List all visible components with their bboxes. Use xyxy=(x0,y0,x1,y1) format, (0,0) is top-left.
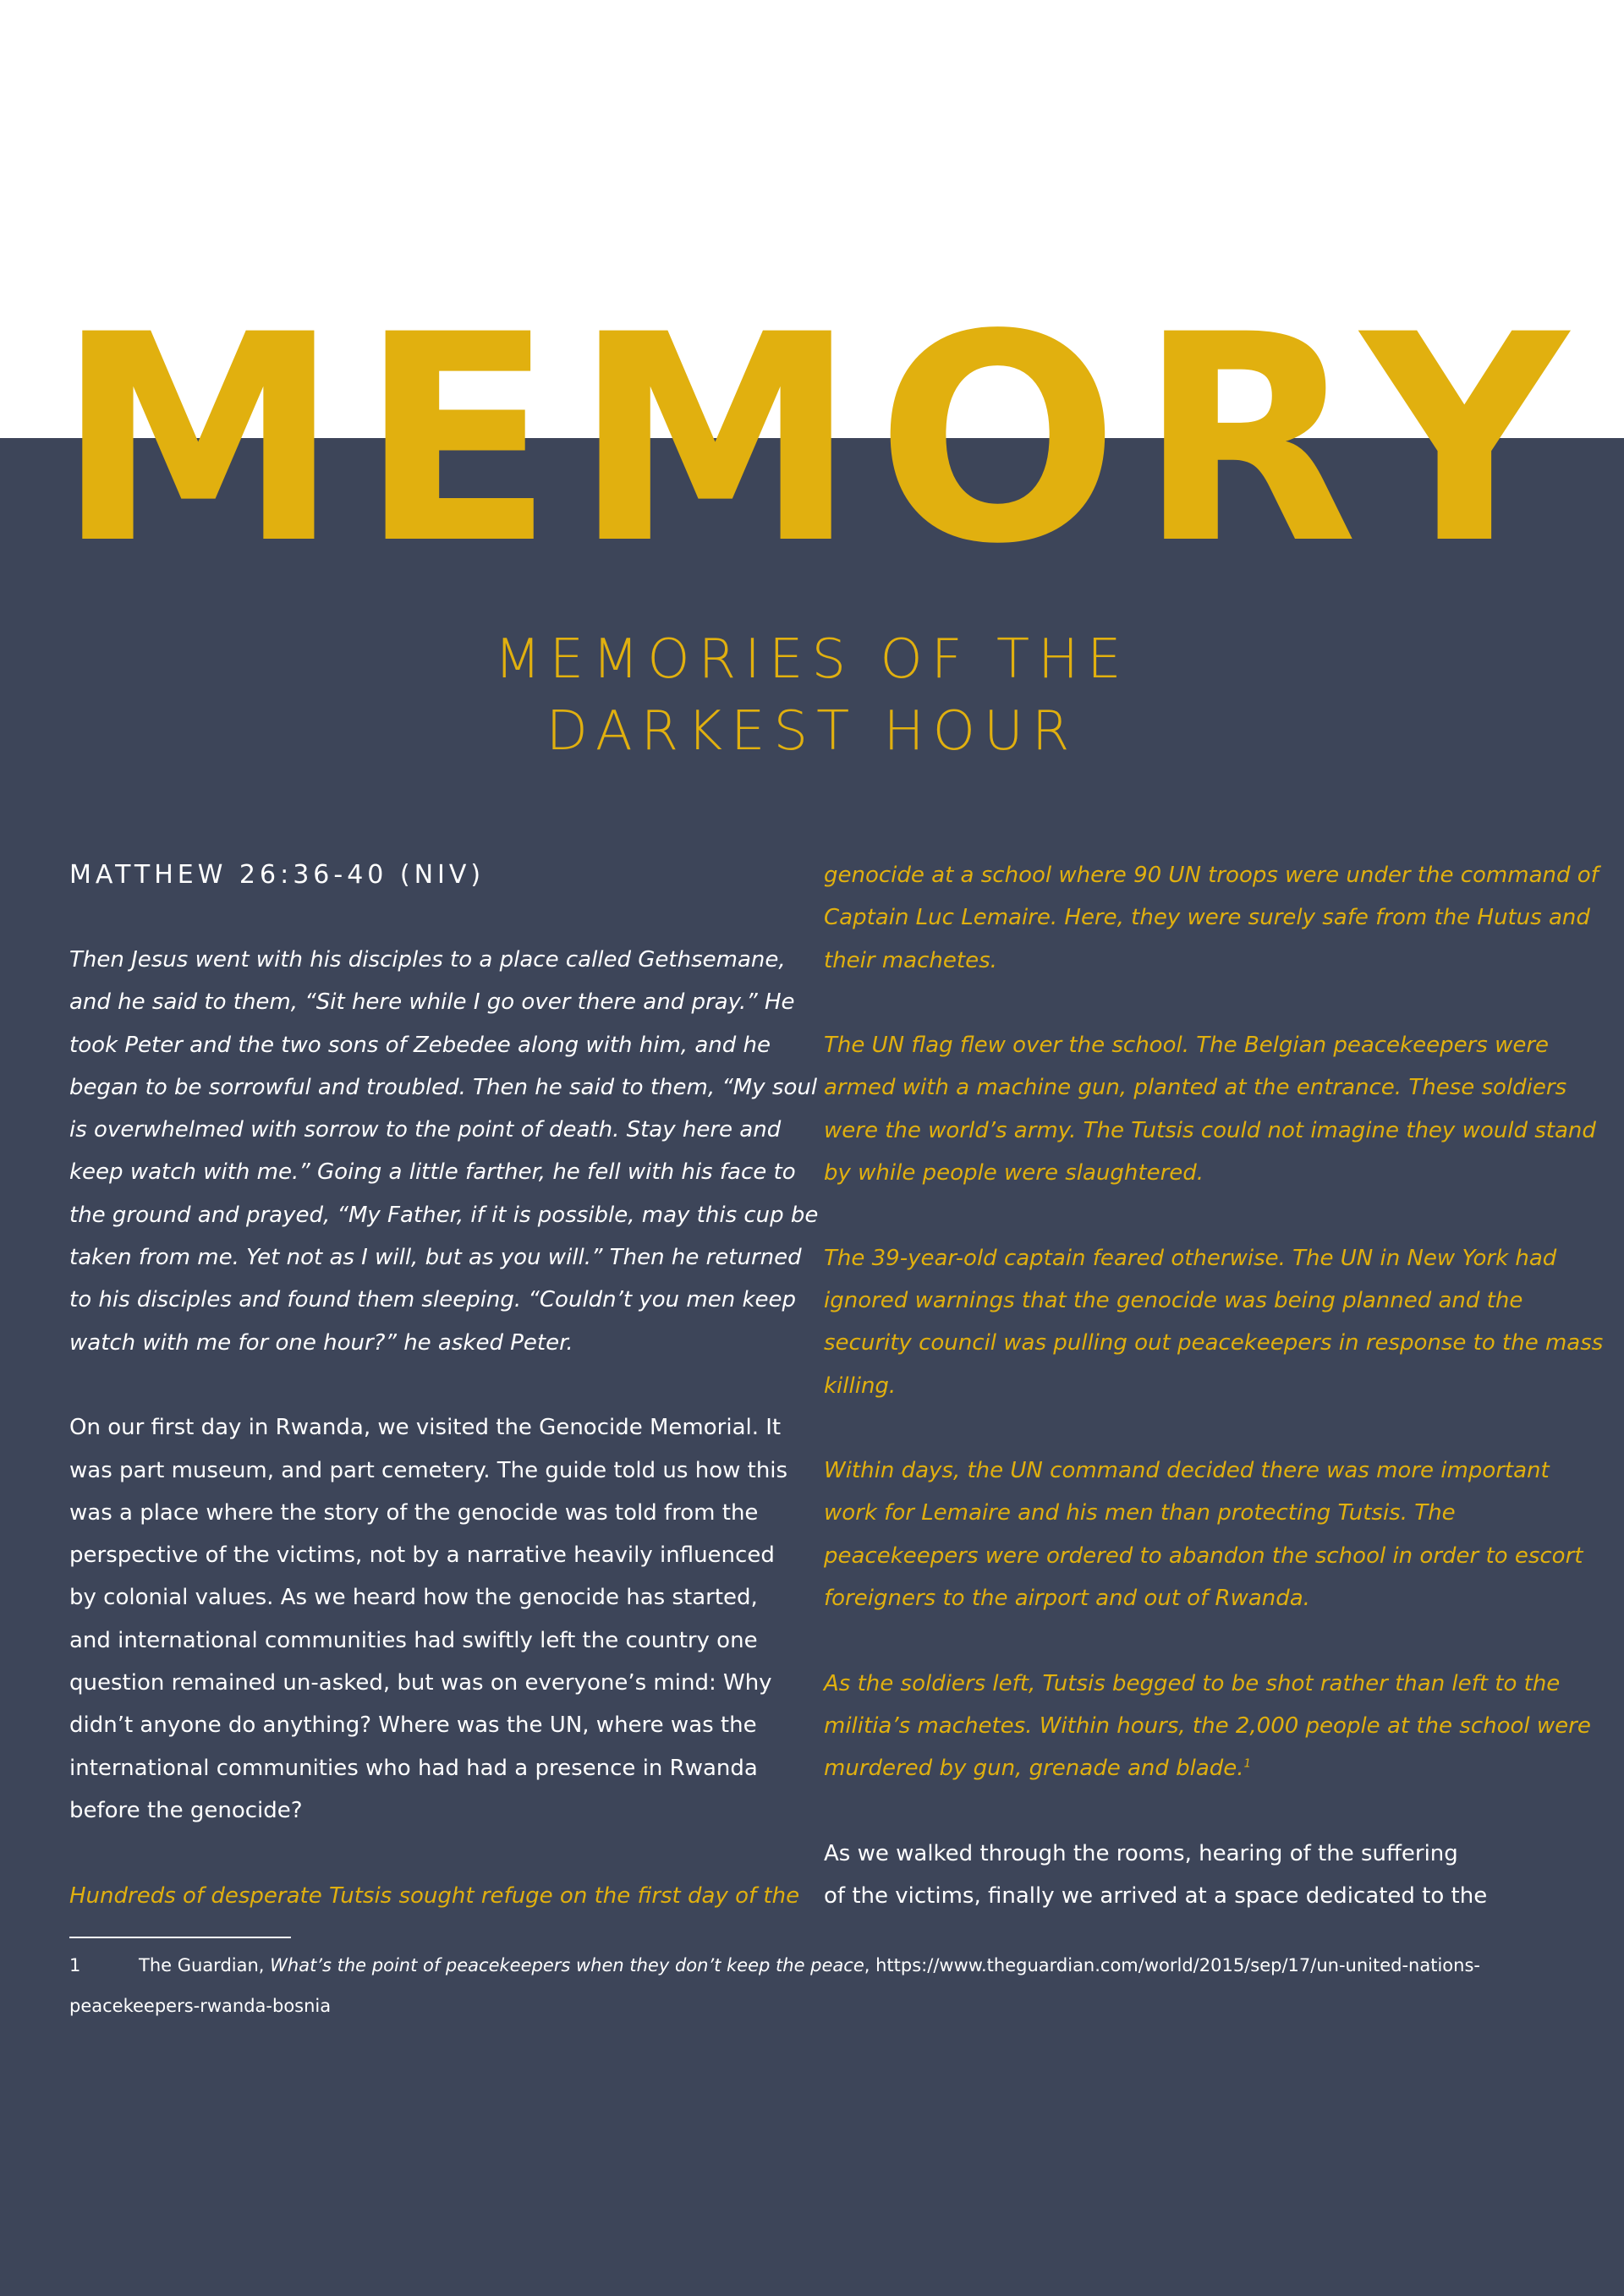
quote-paragraph xyxy=(824,1024,1596,1194)
quote-paragraph xyxy=(69,1875,814,1917)
text-line: peacekeepers were ordered to abandon the school in order to escort xyxy=(824,1543,1583,1569)
text-line: foreigners to the airport and out of Rwanda. xyxy=(824,1586,1310,1612)
text-line: and international communities had swiftly left the country one xyxy=(69,1627,758,1653)
text-fragment: murdered by gun, grenade and blade. xyxy=(824,1756,1244,1782)
text-line: by while people were slaughtered. xyxy=(824,1160,1204,1186)
left-column xyxy=(69,854,819,1959)
text-line: work for Lemaire and his men than protecting Tutsis. The xyxy=(824,1500,1456,1526)
page-subtitle xyxy=(0,624,1624,768)
subtitle-line: MEMORIES OF THE xyxy=(494,628,1130,691)
text-line: ignored warnings that the genocide was being planned and the xyxy=(824,1287,1523,1313)
body-paragraph xyxy=(824,1833,1568,1918)
text-line: keep watch with me.” Going a little farther, he fell with his face to xyxy=(69,1159,796,1186)
text-line: As the soldiers left, Tutsis begged to be shot rather than left to the xyxy=(824,1670,1561,1696)
text-line: perspective of the victims, not by a narrative heavily influenced xyxy=(69,1543,775,1569)
footnote-line xyxy=(69,1986,1592,2026)
body-paragraph xyxy=(69,1406,814,1832)
right-column xyxy=(824,854,1604,1960)
footnote-marker[interactable]: 1 xyxy=(1243,1757,1251,1771)
text-line: The UN flag flew over the school. The Belgian peacekeepers were xyxy=(824,1033,1550,1059)
footnote-url-continued[interactable]: peacekeepers-rwanda-bosnia xyxy=(69,1996,332,2016)
text-line: was a place where the story of the genocide was told from the xyxy=(69,1499,759,1526)
text-line: didn’t anyone do anything? Where was the UN, where was the xyxy=(69,1712,757,1739)
text-line: The 39-year-old captain feared otherwise. The UN in New York had xyxy=(824,1245,1557,1271)
text-line: was part museum, and part cemetery. The guide told us how this xyxy=(69,1457,788,1483)
page-title: MEMORY xyxy=(56,273,1587,606)
footnote-url[interactable]: , https://www.theguardian.com/world/2015/sep/17/un-united-nations- xyxy=(864,1955,1480,1975)
footnote-number: 1 xyxy=(69,1955,81,1975)
text-line: taken from me. Yet not as I will, but as you will.” Then he returned xyxy=(69,1245,802,1271)
text-line: were the world’s army. The Tutsis could not imagine they would stand xyxy=(824,1117,1596,1143)
text-line: by colonial values. As we heard how the genocide has started, xyxy=(69,1585,758,1611)
text-line: As we walked through the rooms, hearing of the suffering xyxy=(824,1840,1458,1866)
text-line: Hundreds of desperate Tutsis sought refuge on the first day of the xyxy=(69,1882,800,1909)
text-line: international communities who had had a presence in Rwanda xyxy=(69,1755,758,1781)
quote-paragraph xyxy=(824,1449,1583,1619)
text-line: and he said to them, “Sit here while I go over there and pray.” He xyxy=(69,989,795,1016)
footnote-source: The Guardian, xyxy=(139,1955,271,1975)
text-line: took Peter and the two sons of Zebedee along with him, and he xyxy=(69,1032,771,1058)
text-line: On our first day in Rwanda, we visited the Genocide Memorial. It xyxy=(69,1415,782,1441)
text-line: genocide at a school where 90 UN troops were under the command of xyxy=(824,863,1599,888)
text-line: before the genocide? xyxy=(69,1797,303,1823)
subtitle-line: DARKEST HOUR xyxy=(546,700,1078,763)
footnote xyxy=(69,1945,1592,2026)
text-line: to his disciples and found them sleeping. “Couldn’t you men keep xyxy=(69,1287,797,1313)
text-line: of the victims, finally we arrived at a space dedicated to the xyxy=(824,1883,1488,1910)
quote-paragraph xyxy=(824,1237,1604,1407)
quote-paragraph xyxy=(824,1663,1591,1790)
text-line xyxy=(824,1747,1568,1789)
text-line: armed with a machine gun, planted at the entrance. These soldiers xyxy=(824,1075,1567,1101)
quote-paragraph xyxy=(824,854,1599,982)
text-line: killing. xyxy=(824,1373,897,1399)
footnote-line xyxy=(69,1945,1592,1986)
text-line: security council was pulling out peacekeepers in response to the mass xyxy=(824,1330,1604,1356)
scripture-reference: MATTHEW 26:36-40 (NIV) xyxy=(69,860,486,890)
footnote-divider xyxy=(69,1937,291,1938)
text-line: Then Jesus went with his disciples to a place called Gethsemane, xyxy=(69,947,786,973)
text-line: watch with me for one hour?” he asked Peter. xyxy=(69,1329,573,1356)
text-line: their machetes. xyxy=(824,947,997,973)
text-line: militia’s machetes. Within hours, the 2,000 people at the school were xyxy=(824,1712,1591,1739)
text-line: Within days, the UN command decided there was more important xyxy=(824,1458,1550,1484)
text-line: began to be sorrowful and troubled. Then he said to them, “My soul xyxy=(69,1074,818,1100)
text-line: Captain Luc Lemaire. Here, they were surely safe from the Hutus and xyxy=(824,905,1590,931)
scripture-passage xyxy=(69,939,819,1364)
text-line: question remained un-asked, but was on everyone’s mind: Why xyxy=(69,1670,772,1696)
text-line: the ground and prayed, “My Father, if it is possible, may this cup be xyxy=(69,1202,819,1228)
text-line: is overwhelmed with sorrow to the point of death. Stay here and xyxy=(69,1117,782,1143)
footnote-article-title: What’s the point of peacekeepers when they don’t keep the peace xyxy=(270,1955,864,1975)
